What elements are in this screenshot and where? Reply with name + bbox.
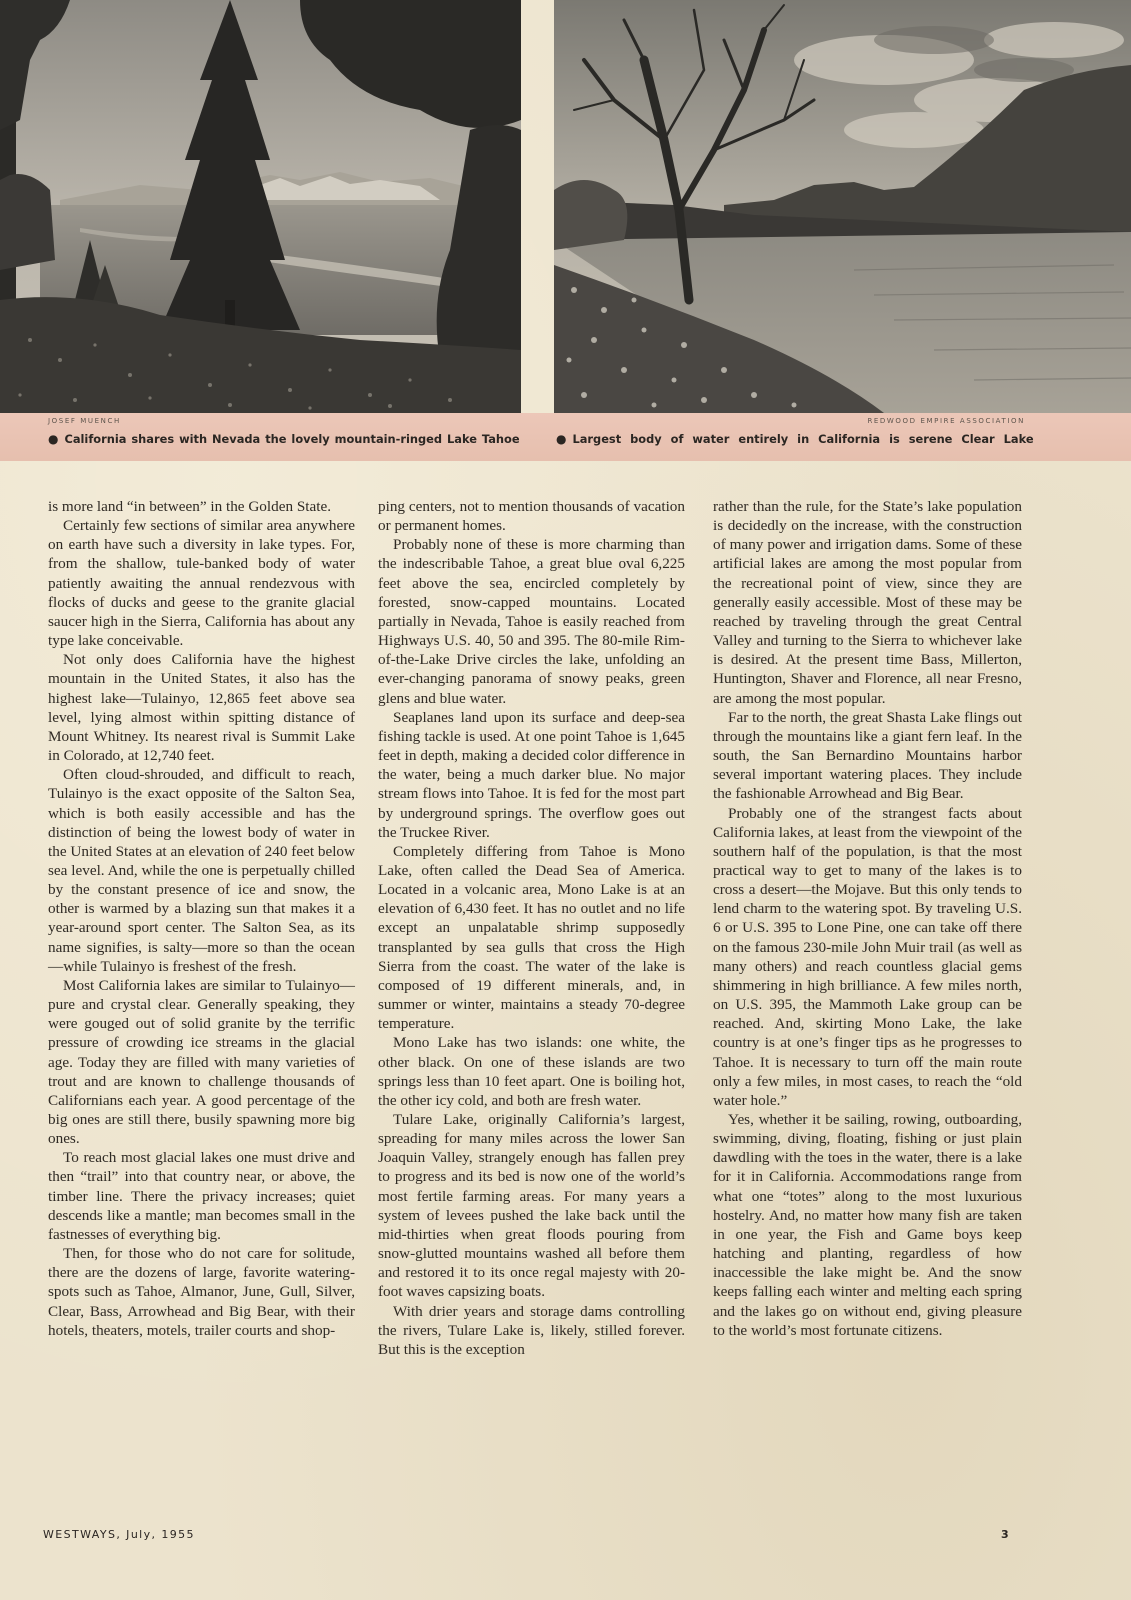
lake-tahoe-photo-icon bbox=[0, 0, 521, 413]
paragraph: Mono Lake has two islands: one white, the other black. On one of these islands are two springs less than 10 feet apart. One is boiling hot, the other icy cold, and both are fresh water. bbox=[378, 1034, 685, 1109]
publication-info: WESTWAYS, July, 1955 bbox=[43, 1528, 195, 1541]
paragraph: Tulare Lake, originally California’s largest, spreading for many miles across the lower San Joaquin Valley, strangely enough has fallen prey to progress and its bed is now one of the world’s most fertile farming areas. For many years a system of levees pushed the lake back until the mid-thirties when great floods pouring from snow-glutted mountains washed all before them and restored it to its once regal majesty with 20-foot waves capsizing boats. bbox=[378, 1111, 685, 1301]
paragraph: rather than the rule, for the State’s lake population is decidedly on the increase, with the construction of many power and irrigation dams. Some of these artificial lakes are among the most popular from the recreational point of view, since they are generally easily accessible. Most of these may be reached by traveling through the great Central Valley and turning to the Sierra to whichever lake is desired. At the present time Bass, Millerton, Huntington, Shaver and Florence, all near Fresno, are among the most popular. bbox=[713, 498, 1022, 707]
photo-credit-right: REDWOOD EMPIRE ASSOCIATION bbox=[867, 417, 1025, 425]
paragraph: With drier years and storage dams controlling the rivers, Tulare Lake is, likely, stilled forever. But this is the exception bbox=[378, 1302, 685, 1358]
bullet-icon: ● bbox=[48, 432, 59, 446]
clear-lake-photo-icon bbox=[554, 0, 1131, 413]
paragraph: ping centers, not to mention thousands of vacation or permanent homes. bbox=[378, 498, 685, 535]
page-number: 3 bbox=[1001, 1528, 1009, 1541]
paragraph: Far to the north, the great Shasta Lake flings out through the mountains like a giant fern leaf. In the south, the San Bernardino Mountains harbor several important watering places. They include the fashionable Arrowhead and Big Bear. bbox=[713, 708, 1022, 803]
article-column-3 bbox=[713, 497, 1022, 1340]
paragraph: Then, for those who do not care for solitude, there are the dozens of large, favorite watering-spots such as Tahoe, Almanor, June, Gull, Silver, Clear, Bass, Arrowhead and Big Bear, with their hotels, theaters, motels, trailer courts and shop- bbox=[48, 1245, 355, 1339]
paragraph: Probably none of these is more charming than the indescribable Tahoe, a great blue oval 6,225 feet above the sea, encircled completely by forested, snow-capped mountains. Located partially in Nevada, Tahoe is easily reached from Highways U.S. 40, 50 and 395. The 80-mile Rim-of-the-Lake Drive circles the lake, unfolding an ever-changing panorama of snowy peaks, green glens and blue water. bbox=[378, 536, 685, 707]
paragraph: Probably one of the strangest facts about California lakes, at least from the viewpoint of the southern half of the population, is that the most practical way to get to many of the lakes is to cross a desert—the Mojave. But this only tends to lend charm to the watering spot. By traveling U.S. 6 or U.S. 395 to Lone Pine, one can take off there on the famous 230-mile John Muir trail (as well as many others) and reach countless glacial gems shimmering in high brilliance. A few miles north, on U.S. 395, the Mammoth Lake group can be reached. And, skirting Mono Lake, the lake country is at one’s finger tips as he progresses to Tahoe. It is necessary to turn off the main route only a few miles, in most cases, to reach the “old water hole.” bbox=[713, 804, 1022, 1109]
caption-band bbox=[0, 413, 1131, 461]
photo-credit-left: JOSEF MUENCH bbox=[48, 417, 121, 425]
paragraph: Completely differing from Tahoe is Mono Lake, often called the Dead Sea of America. Located in a volcanic area, Mono Lake is at an elevation of 6,430 feet. It has no outlet and no life except an unpalatable shrimp supposedly transplanted by sea gulls that cross the High Sierra from the coast. The water of the lake is composed of 19 different minerals, and, in summer or winter, maintains a steady 70-degree temperature. bbox=[378, 842, 685, 1033]
paragraph: Yes, whether it be sailing, rowing, outboarding, swimming, diving, floating, fishing or just plain dawdling with the toes in the water, there is a lake for it in California. Accommodations range from what one “totes” along to the most luxurious hostelry. And, no matter how many fish are taken in one year, the Fish and Game boys keep hatching and planting, regardless of how inaccessible the lake might be. And the snow keeps falling each winter and melting each spring and the lakes go on without end, giving pleasure to the world’s most fortunate citizens. bbox=[713, 1111, 1022, 1339]
photo-caption-left bbox=[48, 432, 520, 446]
paragraph: is more land “in between” in the Golden State. bbox=[48, 498, 331, 515]
photo-caption-right bbox=[556, 432, 1034, 446]
paragraph: Seaplanes land upon its surface and deep-sea fishing tackle is used. At one point Tahoe is 1,645 feet in depth, making a decided color difference in the water, being a much darker blue. No major stream flows into Tahoe. It is fed for the most part by underground springs. The overflow goes out the Truckee River. bbox=[378, 708, 685, 841]
paragraph: Certainly few sections of similar area anywhere on earth have such a diversity in lake types. For, from the shallow, tule-banked body of water patiently awaiting the annual rendezvous with flocks of ducks and geese to the granite glacial saucer high in the Sierra, California has about any type lake conceivable. bbox=[48, 517, 355, 650]
article-column-2 bbox=[378, 497, 685, 1359]
lake-tahoe-photo bbox=[0, 0, 521, 413]
caption-text-left: California shares with Nevada the lovely mountain-ringed Lake Tahoe bbox=[64, 432, 520, 446]
clear-lake-photo bbox=[554, 0, 1131, 413]
article-column-1 bbox=[48, 497, 355, 1340]
paragraph: To reach most glacial lakes one must drive and then “trail” into that country near, or above, the timber line. There the privacy increases; quiet descends like a mantle; man becomes small in the fastnesses of everything big. bbox=[48, 1149, 355, 1243]
caption-text-right: Largest body of water entirely in California is serene Clear Lake bbox=[572, 432, 1034, 446]
paragraph: Often cloud-shrouded, and difficult to reach, Tulainyo is the exact opposite of the Salton Sea, which is both easily accessible and has the distinction of being the lowest body of water in the United States at an elevation of 240 feet below sea level. And, while the one is perpetually chilled by the constant presence of ice and snow, the other is warmed by a blazing sun that makes it a year-around sport center. The Salton Sea, as its name signifies, is salty—more so than the ocean—while Tulainyo is freshest of the fresh. bbox=[48, 766, 355, 975]
paragraph: Not only does California have the highest mountain in the United States, it also has the highest lake—Tulainyo, 12,865 feet above sea level, lying almost within spitting distance of Mount Whitney. Its nearest rival is Summit Lake in Colorado, at 12,740 feet. bbox=[48, 651, 355, 765]
paragraph: Most California lakes are similar to Tulainyo—pure and crystal clear. Generally speaking, they were gouged out of solid granite by the terrific pressure of crowding ice streams in the glacial age. Today they are filled with many varieties of trout and are known to challenge thousands of Californians each year. A good percentage of the big ones are still there, busily spawning more big ones. bbox=[48, 976, 355, 1148]
bullet-icon: ● bbox=[556, 432, 567, 446]
